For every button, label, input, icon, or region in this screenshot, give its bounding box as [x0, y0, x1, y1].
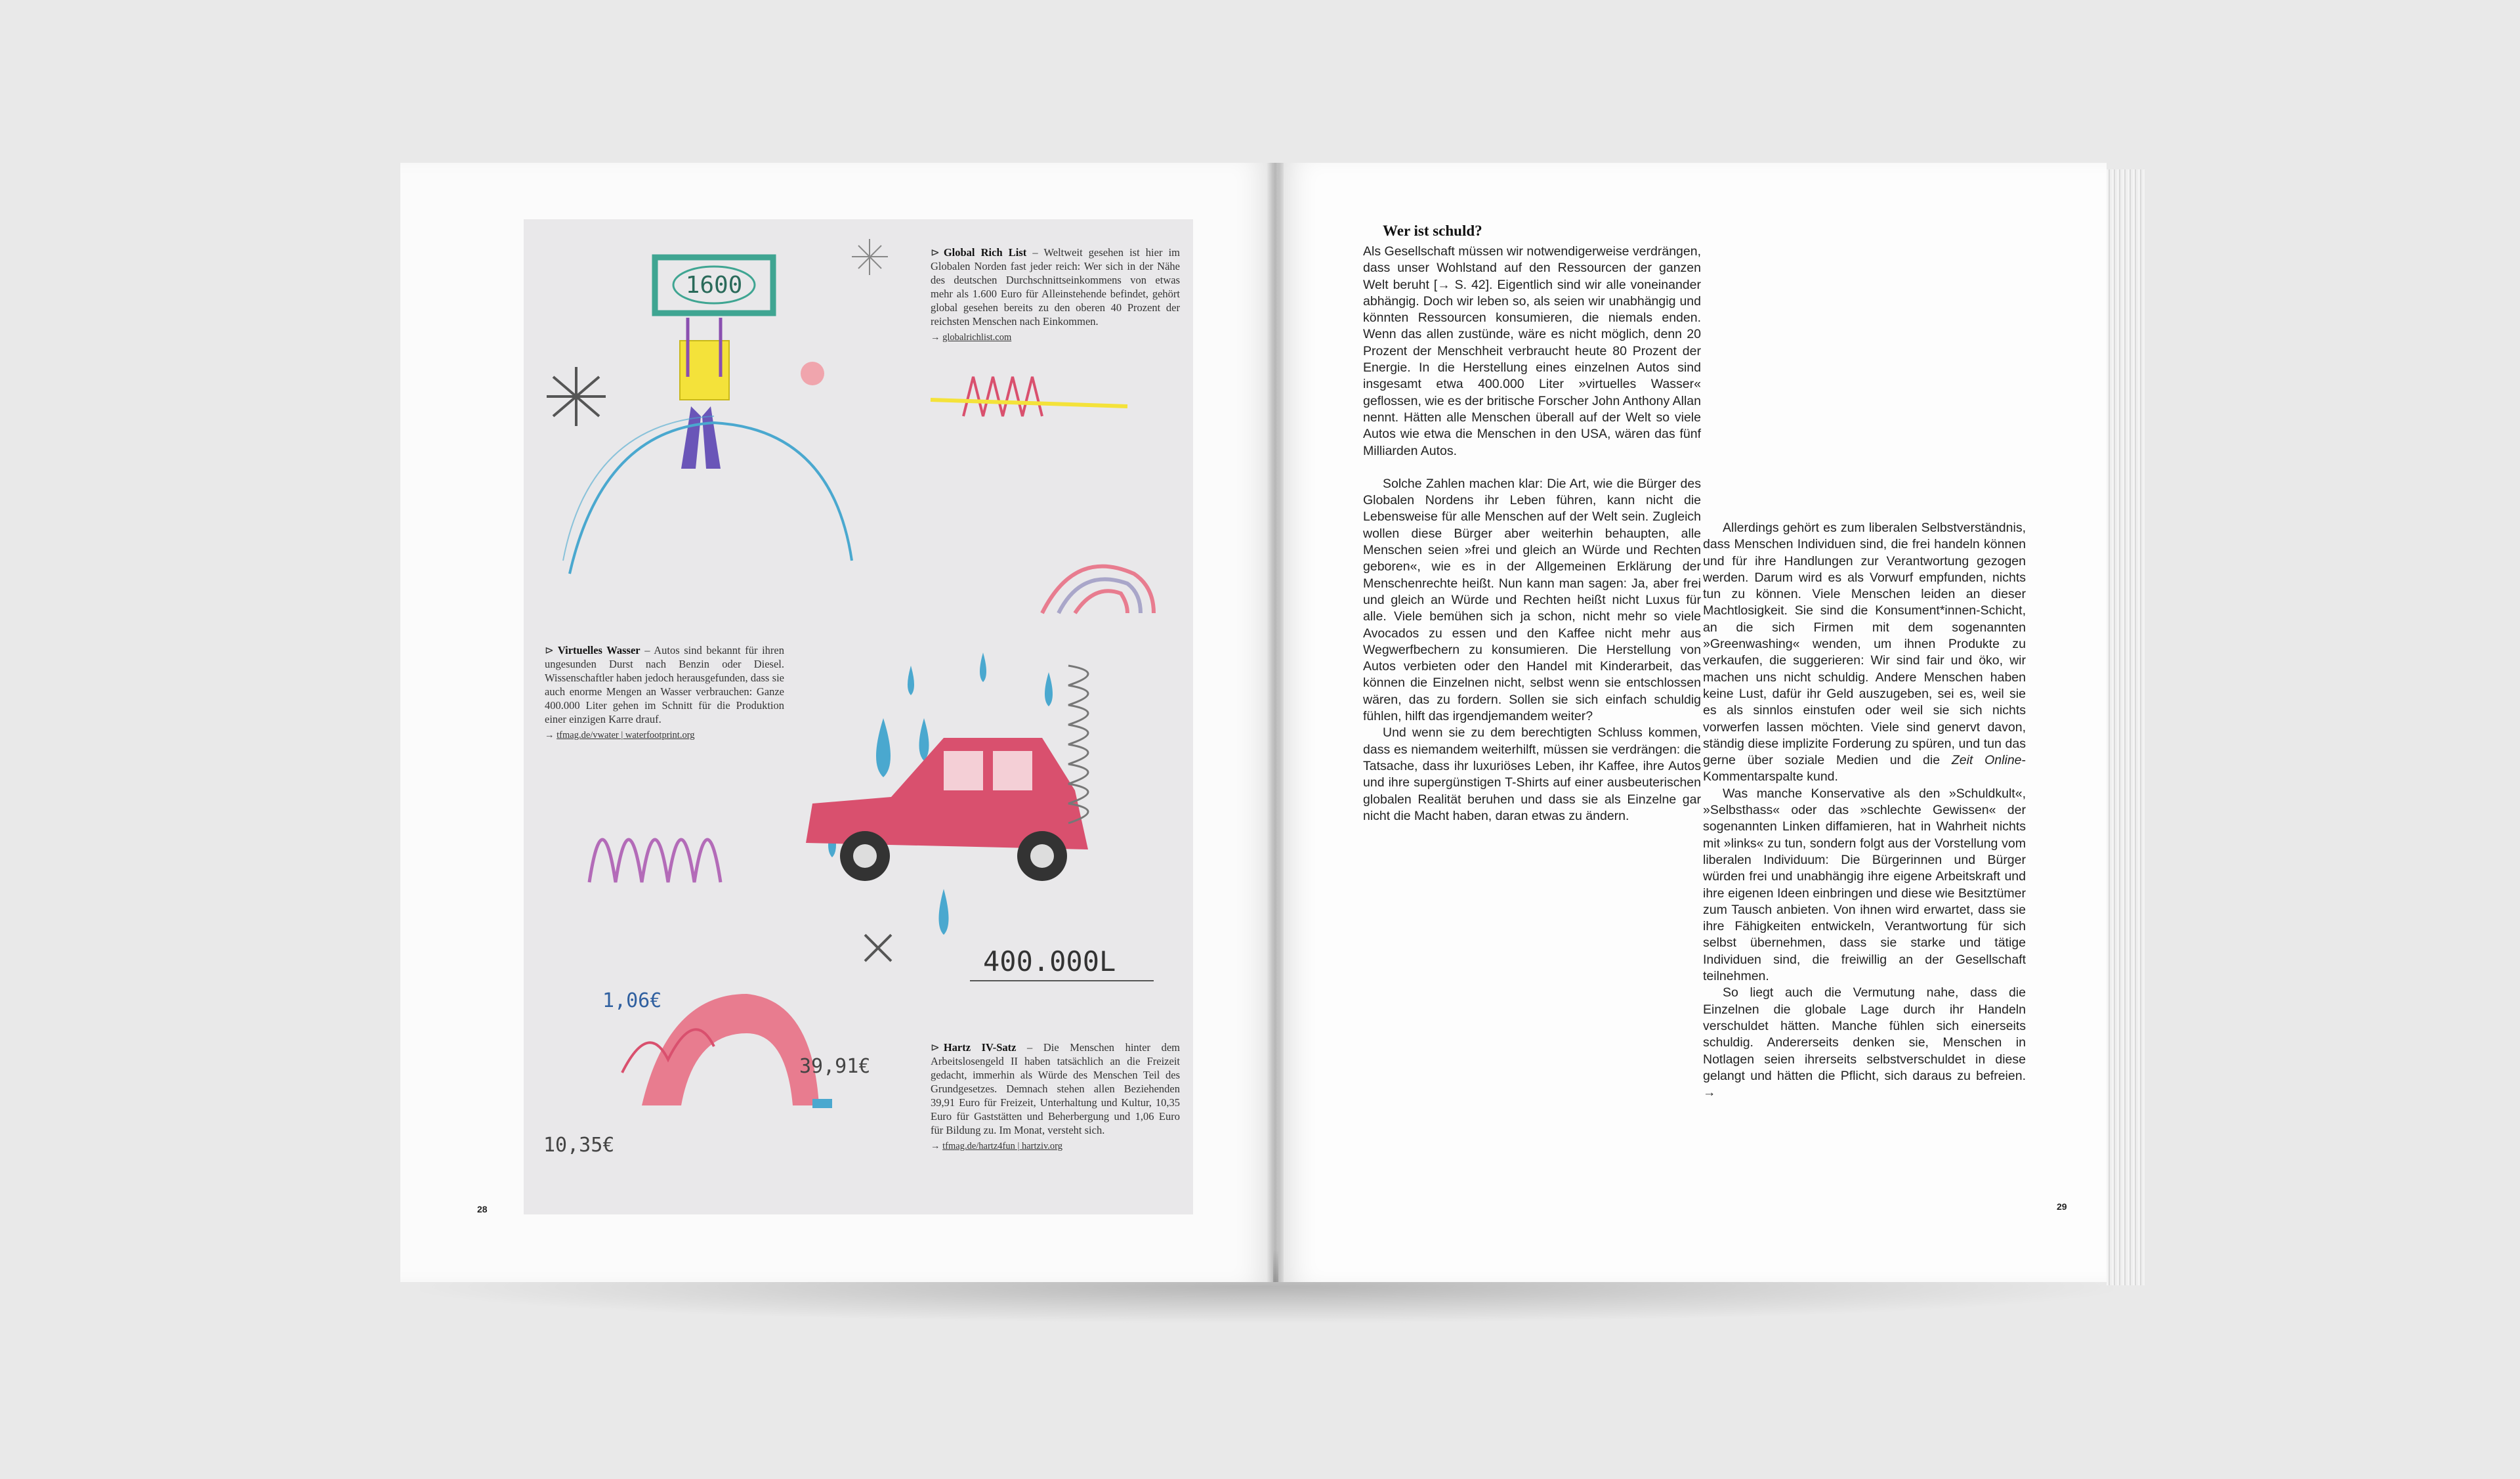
page-number-left: 28 — [477, 1204, 488, 1214]
page-edges — [2107, 169, 2145, 1285]
caption-text: – Die Menschen hinter dem Arbeitslosengeld II haben tatsächlich an die Freizeit gedacht, immerhin als Würde des Menschen Teil des Grundgesetzes. Demnach stehen allen Beziehenden 39,91 Euro für Freizeit, Unterhaltung und Kultur, 10,35 Euro für Gaststätten und Beherbergung und 1,06 Euro für Bildung zu. Im Monat, versteht sich. — [931, 1041, 1181, 1136]
book-spine — [1267, 163, 1284, 1282]
svg-text:39,91€: 39,91€ — [799, 1055, 871, 1078]
caption-title: Hartz IV-Satz — [943, 1041, 1017, 1054]
svg-text:1,06€: 1,06€ — [602, 989, 662, 1012]
paragraph: Solche Zahlen machen klar: Die Art, wie die Bürger des Globalen Nordens ihr Leben führen, kann nicht die Lebensweise für alle Menschen auf der Welt sein. Zugleich wollen diese Bürger aber weiterhin behaupten, alle Menschen seien »frei und gleich an Würde und Rechten geboren«, wie es in der Allgemeinen Erklärung der Menschenrechte heißt. Nun kann man sagen: Ja, aber frei und gleich an Würde und Rechten heißt nicht Luxus für alle. Viele bemühen sich ja schon, nicht mehr so viele Avocados zu essen und den Kaffee nicht mehr aus Wegwerfbechern zu konsumieren. Die Herstellung von Autos verbieten oder den Handel mit Kinderarbeit, das können die Einzelnen nicht, selbst wenn sie entschlossen wären, das zu fordern. Sollen sie sich einfach schuldig fühlen, hilft das irgendjemandem weiter? — [1363, 476, 1701, 724]
caption-text: – Autos sind bekannt für ihren ungesunden Durst nach Benzin oder Diesel. Wissenschaftler haben jedoch herausgefunden, dass sie auch enorme Mengen an Wasser verbrauchen: Ganze 400.000 Liter gehen im Schnitt für die Produktion einer einzigen Karre drauf. — [545, 644, 784, 725]
paragraph: So liegt auch die Vermutung nahe, dass die Einzelnen die globale Lage durch ihr Handeln verschuldet hätten. Manche fühlen sich einerseits schuldig. Andererseits denken sie, Menschen in Notlagen seien ihrerseits selbstverschuldet in diese gelangt und hätten die Pflicht, sich daraus zu befreien. → — [1703, 985, 2026, 1100]
price-sign-illustration — [655, 257, 773, 469]
svg-text:10,35€: 10,35€ — [543, 1134, 615, 1157]
paragraph: Allerdings gehört es zum liberalen Selbstverständnis, dass Menschen Individuen sind, die frei handeln können und für ihre Handlungen zur Verantwortung gezogen werden. Darum wird es als Vorwurf empfunden, nichts tun zu können. Viele Menschen leiden an dieser Machtlosigkeit. Sie sind die Konsument*innen-Schicht, an die sich Firmen mit dem sogenannten »Greenwashing« wenden, um ihnen Produkte zu verkaufen, die suggerieren: Wir sind fair und öko, wir machen uns nicht schuldig. Andere Menschen haben keine Lust, dafür ihr Geld auszugeben, sei es, weil sie es als sinnlos einstufen oder weil sie sich nichts vorwerfen lassen möchten. Viele sind genervt davon, ständig diese implizite Forderung zu spüren, und tun das gerne über soziale Medien und die Zeit Online-Kommentarspalte kund. — [1703, 521, 2026, 784]
arrow-icon: ⊳ — [931, 246, 940, 259]
caption-title: Virtuelles Wasser — [557, 644, 640, 656]
caption-virtuelles-wasser — [545, 643, 784, 742]
caption-hartz-iv — [931, 1040, 1180, 1153]
article-heading: Wer ist schuld? — [1383, 223, 1482, 239]
star-doodle — [547, 367, 606, 426]
car-illustration — [806, 738, 1088, 881]
page-number-right: 29 — [2057, 1201, 2067, 1212]
caption-global-rich-list — [931, 246, 1180, 345]
paragraph: Als Gesellschaft müssen wir notwendigerweise verdrängen, dass unser Wohlstand auf den Ressourcen der ganzen Welt beruht [→ S. 42]. Eigentlich sind wir alle voneinander abhängig. Doch wir leben so, als seien wir unabhängig und könnten Ressourcen konsumieren, die niemals enden. Wenn das allen zustünde, wäre es nicht möglich, denn 20 Prozent der Menschheit verbraucht heute 80 Prozent der Energie. In die Herstellung eines einzelnen Autos sind insgesamt etwa 400.000 Liter »virtuelles Wasser« geflossen, wie es der britische Forscher John Anthony Allan nennt. Hätten alle Menschen überall auf der Welt so viele Autos wie etwa die Menschen in den USA, wären das fünf Milliarden Autos. — [1363, 244, 1701, 458]
caption-link[interactable]: → globalrichlist.com — [931, 332, 1012, 343]
svg-text:1600: 1600 — [685, 272, 743, 299]
arrow-icon: ⊳ — [545, 644, 554, 656]
svg-text:400.000L: 400.000L — [983, 945, 1116, 977]
caption-link[interactable]: → tfmag.de/vwater | waterfootprint.org — [545, 730, 695, 740]
article-column-right — [1703, 520, 2026, 1101]
article-column-left — [1363, 244, 1701, 825]
caption-title: Global Rich List — [943, 246, 1027, 259]
caption-link[interactable]: → tfmag.de/hartz4fun | hartziv.org — [931, 1141, 1063, 1151]
caption-text: – Weltweit gesehen ist hier im Globalen Norden fast jeder reich: Wer sich in der Nähe des deutschen Durchschnittseinkommens von etwas mehr als 1.600 Euro für Alleinstehende befindet, gehört global gesehen bereits zu den oberen 40 Prozent der reichsten Menschen nach Einkommen. — [931, 246, 1181, 328]
arrow-icon: ⊳ — [931, 1041, 940, 1054]
paragraph: Was manche Konservative als den »Schuldkult«, »Selbsthass« oder das »schlechte Gewissen« der sogenannten Linken diffamieren, hat in Wahrheit nichts mit »links« zu tun, sondern folgt aus der Vorstellung vom liberalen Individuum: Die Bürgerinnen und Bürger würden frei und unabhängig ihre eigene Arbeitskraft und ihre eigenen Ideen einbringen und diese wie Besitztümer zum Tausch anbieten. Von ihnen wird erwartet, dass sie ihre Fähigkeiten entwickeln, Verantwortung für sich selbst übernehmen, dass sie starke und tätige Individuen sind, die freiwillig an der Gesellschaft teilnehmen. — [1703, 786, 2026, 984]
paragraph: Und wenn sie zu dem berechtigten Schluss kommen, dass es niemandem weiterhilft, müssen sie verdrängen: die Tatsache, dass ihr luxuriöses Leben, ihr Kaffee, ihre Autos und ihre supergünstigen T-Shirts auf einer ausbeuterischen globalen Realität beruhen und dass sie als Einzelne gar nicht die Macht haben, daran etwas zu ändern. — [1363, 725, 1701, 823]
